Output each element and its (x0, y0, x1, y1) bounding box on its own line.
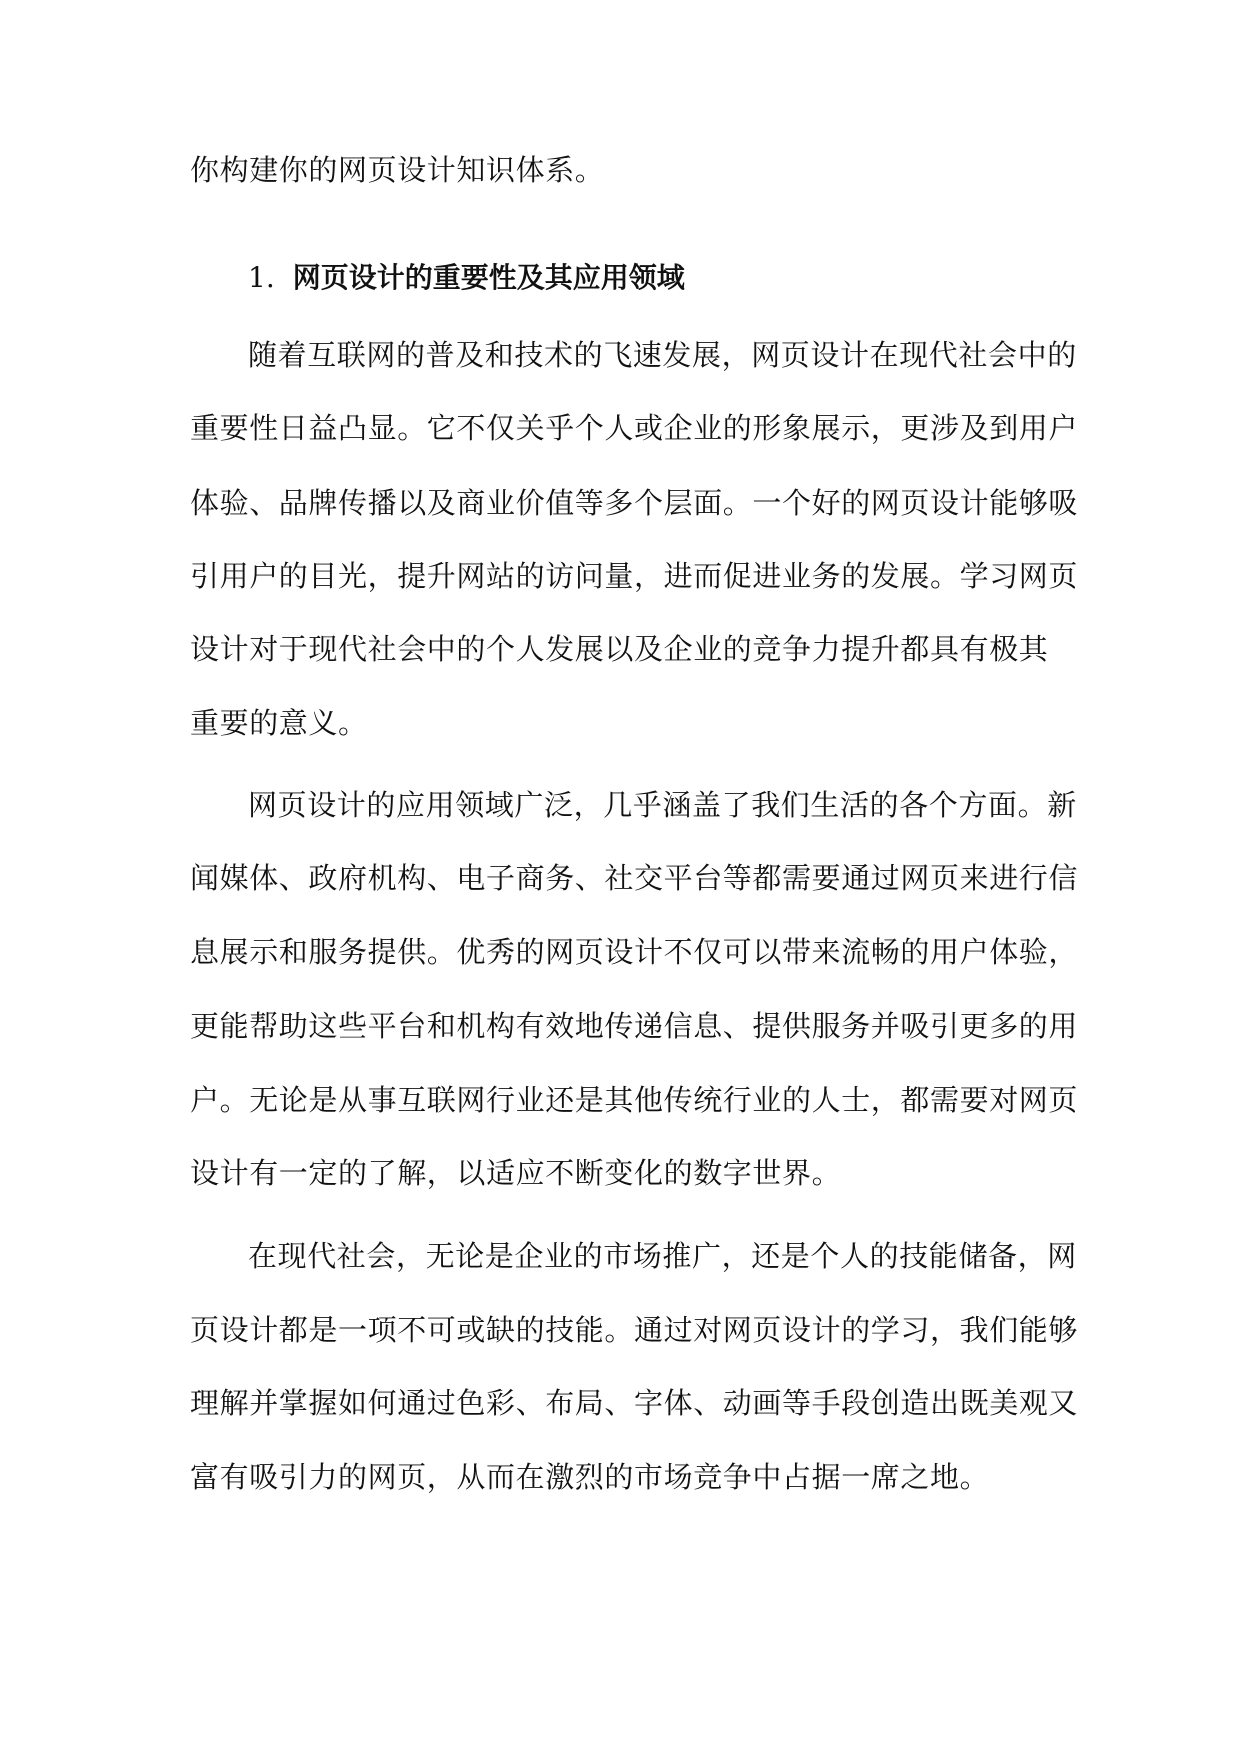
paragraph1-line: 随着互联网的普及和技术的飞速发展，网页设计在现代社会中的 (248, 338, 1077, 372)
section-heading (248, 258, 685, 298)
paragraph1-line: 重要的意义。 (190, 706, 368, 740)
paragraph2-line: 户。无论是从事互联网行业还是其他传统行业的人士，都需要对网页 (190, 1083, 1079, 1117)
paragraph2-line: 网页设计的应用领域广泛，几乎涵盖了我们生活的各个方面。新 (248, 788, 1077, 822)
paragraph1-line: 体验、品牌传播以及商业价值等多个层面。一个好的网页设计能够吸 (190, 486, 1079, 520)
section-title: 网页设计的重要性及其应用领域 (292, 261, 685, 294)
paragraph3-line: 理解并掌握如何通过色彩、布局、字体、动画等手段创造出既美观又 (190, 1386, 1079, 1420)
paragraph3-line: 在现代社会，无论是企业的市场推广，还是个人的技能储备，网 (248, 1239, 1077, 1273)
paragraph2-line: 闻媒体、政府机构、电子商务、社交平台等都需要通过网页来进行信 (190, 861, 1079, 895)
paragraph1-line: 重要性日益凸显。它不仅关乎个人或企业的形象展示，更涉及到用户 (190, 411, 1079, 445)
paragraph2-line: 更能帮助这些平台和机构有效地传递信息、提供服务并吸引更多的用 (190, 1009, 1079, 1043)
paragraph2-line: 息展示和服务提供。优秀的网页设计不仅可以带来流畅的用户体验， (190, 935, 1079, 969)
intro-tail-line: 你构建你的网页设计知识体系。 (190, 153, 605, 187)
section-number: 1. (248, 261, 275, 294)
paragraph2-line: 设计有一定的了解，以适应不断变化的数字世界。 (190, 1156, 842, 1190)
paragraph1-line: 引用户的目光，提升网站的访问量，进而促进业务的发展。学习网页 (190, 559, 1079, 593)
paragraph1-line: 设计对于现代社会中的个人发展以及企业的竞争力提升都具有极其 (190, 632, 1049, 666)
paragraph3-line: 富有吸引力的网页，从而在激烈的市场竞争中占据一席之地。 (190, 1460, 990, 1494)
paragraph3-line: 页设计都是一项不可或缺的技能。通过对网页设计的学习，我们能够 (190, 1313, 1079, 1347)
